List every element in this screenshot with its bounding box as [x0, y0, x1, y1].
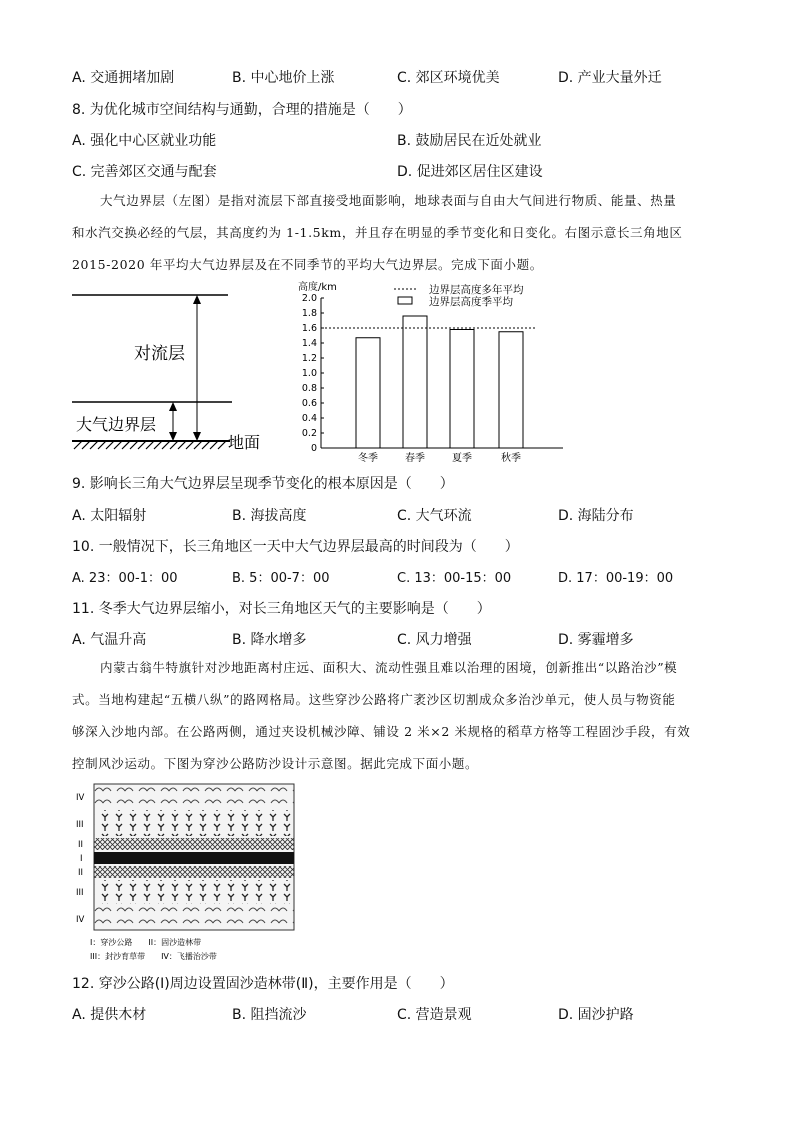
band-iv-bottom	[94, 906, 294, 928]
legend-seasonal-average: 边界层高度季平均	[429, 296, 513, 308]
q12-option-b: B. 阻挡流沙	[232, 1007, 307, 1023]
q11-option-d: D. 雾霾增多	[558, 632, 634, 648]
bar-1	[356, 338, 380, 448]
troposphere-arrow-head-up	[193, 295, 201, 304]
band-iii-top	[94, 810, 294, 836]
boundary-layer-diagram	[70, 290, 280, 460]
y-tick-label: 0.8	[301, 383, 317, 394]
q10-stem: 10. 一般情况下，长三角地区一天中大气边界层最高的时间段为（ ）	[72, 539, 519, 555]
y-tick-label: 0.4	[301, 413, 317, 424]
row-label-i: I	[80, 854, 83, 864]
passage1-line1: 大气边界层（左图）是指对流层下部直接受地面影响，地球表面与自由大气间进行物质、能量、热量	[100, 193, 677, 208]
q10-option-d: D. 17：00-19：00	[558, 571, 674, 586]
troposphere-arrow-head-down	[193, 432, 201, 441]
band-ii-bottom	[94, 866, 294, 878]
q7-option-a: A. 交通拥堵加剧	[72, 70, 175, 86]
sand-legend-line1: I：穿沙公路 II：固沙造林带	[90, 938, 202, 947]
q8-stem: 8. 为优化城市空间结构与通勤，合理的措施是（ ）	[72, 102, 412, 118]
q11-option-b: B. 降水增多	[232, 632, 307, 648]
ground-label: 地面	[228, 433, 261, 452]
q9-option-a: A. 太阳辐射	[72, 508, 147, 524]
band-ii-top	[94, 838, 294, 850]
passage-boundary-layer	[72, 185, 718, 281]
band-iv-top	[94, 786, 294, 808]
q11-stem: 11. 冬季大气边界层缩小，对长三角地区天气的主要影响是（ ）	[72, 601, 491, 617]
sand-legend-line2: III：封沙育草带 IV：飞播治沙带	[90, 952, 217, 961]
sand-road-diagram	[70, 782, 300, 964]
q9-option-d: D. 海陆分布	[558, 508, 634, 524]
passage2-line4: 控制风沙运动。下图为穿沙公路防沙设计示意图。据此完成下面小题。	[72, 756, 479, 771]
category-label: 夏季	[452, 453, 472, 464]
passage1-line2: 和水汽交换必经的气层，其高度约为 1-1.5km，并且存在明显的季节变化和日变化。右图示意长三角地区	[72, 225, 683, 240]
q12-option-d: D. 固沙护路	[558, 1007, 634, 1023]
legend-long-term-average: 边界层高度多年平均	[429, 284, 524, 296]
row-label-ii-bottom: II	[78, 868, 84, 878]
q8-option-c: C. 完善郊区交通与配套	[72, 164, 217, 180]
band-i-road	[94, 852, 294, 864]
boundary-layer-label: 大气边界层	[76, 415, 157, 434]
q8-option-b: B. 鼓励居民在近处就业	[397, 133, 542, 149]
boundary-arrow-head-down	[169, 432, 177, 441]
q10-option-c: C. 13：00-15：00	[397, 571, 512, 586]
bar-3	[450, 330, 474, 449]
passage1-line3: 2015-2020 年平均大气边界层及在不同季节的平均大气边界层。完成下面小题。	[72, 257, 543, 272]
row-label-iv-top: IV	[76, 793, 85, 803]
q7-option-c: C. 郊区环境优美	[397, 70, 500, 86]
bar-2	[403, 316, 427, 448]
q8-option-d: D. 促进郊区居住区建设	[397, 164, 543, 180]
y-tick-label: 1.0	[301, 368, 317, 379]
q12-option-c: C. 营造景观	[397, 1007, 472, 1023]
y-tick-label: 0.2	[301, 428, 317, 439]
passage2-line3: 够深入沙地内部。在公路两侧，通过夹设机械沙障、铺设 2 米×2 米规格的稻草方格等工程固沙手段，有效	[72, 724, 691, 739]
row-label-iii-bottom: III	[76, 888, 84, 898]
row-label-ii-top: II	[78, 840, 84, 850]
y-tick-label: 1.6	[301, 323, 317, 334]
q9-option-b: B. 海拔高度	[232, 508, 307, 524]
q7-option-b: B. 中心地价上涨	[232, 70, 335, 86]
category-label: 秋季	[501, 453, 521, 464]
y-tick-label: 1.2	[301, 353, 317, 364]
q11-option-a: A. 气温升高	[72, 632, 147, 648]
q11-option-c: C. 风力增强	[397, 632, 472, 648]
category-label: 冬季	[358, 453, 378, 464]
y-tick-label: 0	[310, 443, 317, 454]
q7-option-d: D. 产业大量外迁	[558, 70, 662, 86]
legend-bar-swatch	[398, 297, 412, 304]
passage2-line1: 内蒙古翁牛特旗针对沙地距离村庄远、面积大、流动性强且难以治理的困境，创新推出“以路治沙”模	[100, 660, 678, 675]
q9-option-c: C. 大气环流	[397, 508, 472, 524]
q10-option-b: B. 5：00-7：00	[232, 571, 330, 586]
row-label-iv-bottom: IV	[76, 915, 85, 925]
y-tick-label: 2.0	[301, 293, 317, 304]
passage2-line2: 式。当地构建起“五横八纵”的路网格局。这些穿沙公路将广袤沙区切割成众多治沙单元，使人员与物资能	[72, 692, 676, 707]
q8-option-a: A. 强化中心区就业功能	[72, 133, 217, 149]
passage-sand-road	[72, 652, 718, 780]
chart-ylabel: 高度/km	[298, 282, 337, 293]
troposphere-label: 对流层	[134, 344, 185, 364]
q9-stem: 9. 影响长三角大气边界层呈现季节变化的根本原因是（ ）	[72, 476, 454, 492]
q10-option-a: A. 23：00-1：00	[72, 571, 178, 586]
row-label-iii-top: III	[76, 820, 84, 830]
y-tick-label: 1.8	[301, 308, 317, 319]
q12-stem: 12. 穿沙公路(Ⅰ)周边设置固沙造林带(Ⅱ)，主要作用是（ ）	[72, 976, 454, 992]
band-iii-bottom	[94, 880, 294, 904]
boundary-arrow-head-up	[169, 402, 177, 411]
q12-option-a: A. 提供木材	[72, 1007, 147, 1023]
boundary-height-chart	[290, 276, 580, 468]
y-tick-label: 0.6	[301, 398, 317, 409]
y-tick-label: 1.4	[301, 338, 317, 349]
category-label: 春季	[405, 453, 425, 464]
ground-hatching	[74, 441, 226, 449]
bar-4	[499, 332, 523, 448]
